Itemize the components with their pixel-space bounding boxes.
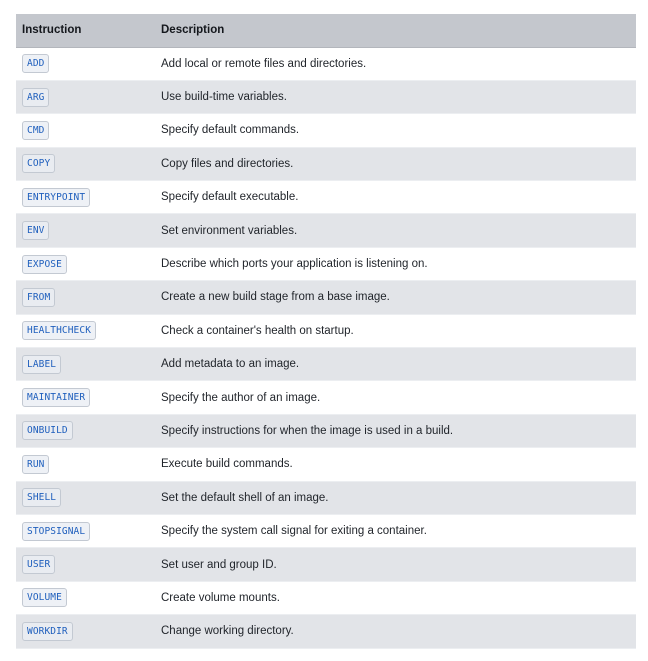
instruction-cell [16,214,161,247]
description-cell: Set user and group ID. [161,558,277,571]
instruction-cell [16,381,161,414]
instruction-cell [16,514,161,547]
description-cell: Copy files and directories. [161,157,294,170]
instruction-code-stopsignal: STOPSIGNAL [22,522,90,541]
table-row [16,615,636,648]
column-header-instruction: Instruction [16,14,161,47]
instruction-code-maintainer: MAINTAINER [22,388,90,407]
instruction-code-run: RUN [22,455,49,474]
instruction-code-entrypoint: ENTRYPOINT [22,188,90,207]
description-cell: Use build-time variables. [161,91,287,104]
description-cell: Change working directory. [161,625,294,638]
instruction-code-add: ADD [22,54,49,73]
instruction-code-healthcheck: HEALTHCHECK [22,321,96,340]
table-row [16,414,636,447]
instruction-cell [16,114,161,147]
description-cell: Set environment variables. [161,224,298,237]
instruction-code-arg: ARG [22,88,49,107]
description-cell: Create volume mounts. [161,591,280,604]
table-row [16,348,636,381]
table-row [16,47,636,80]
description-cell: Specify instructions for when the image is used in a build. [161,424,454,437]
instruction-cell [16,615,161,648]
description-cell: Check a container's health on startup. [161,324,354,337]
description-cell: Set the default shell of an image. [161,491,329,504]
description-cell: Specify default commands. [161,124,300,137]
instruction-cell [16,481,161,514]
instruction-code-copy: COPY [22,154,55,173]
table-row [16,381,636,414]
instruction-cell [16,80,161,113]
table-row [16,281,636,314]
description-cell: Specify the author of an image. [161,391,321,404]
description-cell: Add local or remote files and directories. [161,57,367,70]
instruction-code-label: LABEL [22,355,61,374]
description-cell: Specify default executable. [161,191,299,204]
table-row [16,214,636,247]
instruction-cell [16,247,161,280]
description-cell: Specify the system call signal for exiting a container. [161,525,427,538]
table-row [16,481,636,514]
instruction-cell [16,314,161,347]
instruction-cell [16,181,161,214]
instruction-cell [16,147,161,180]
instruction-cell [16,348,161,381]
instruction-cell [16,548,161,581]
description-cell: Add metadata to an image. [161,358,300,371]
instruction-cell [16,581,161,614]
instruction-code-workdir: WORKDIR [22,622,73,641]
instruction-code-user: USER [22,555,55,574]
description-cell: Describe which ports your application is listening on. [161,258,428,271]
instruction-code-env: ENV [22,221,49,240]
table-row [16,548,636,581]
instruction-code-cmd: CMD [22,121,49,140]
table-row [16,114,636,147]
table-header-row [16,14,636,47]
instruction-code-shell: SHELL [22,488,61,507]
table-row [16,247,636,280]
table-row [16,514,636,547]
instruction-cell [16,414,161,447]
column-header-description: Description [161,14,636,47]
table-body [16,47,636,648]
table-row [16,314,636,347]
description-cell: Execute build commands. [161,458,293,471]
table-row [16,581,636,614]
instruction-code-expose: EXPOSE [22,255,67,274]
instruction-cell [16,281,161,314]
table-row [16,80,636,113]
description-cell: Create a new build stage from a base image. [161,291,390,304]
dockerfile-instructions-table [16,14,636,649]
instruction-code-volume: VOLUME [22,588,67,607]
dockerfile-instructions-table-container [16,14,636,649]
table-row [16,181,636,214]
instruction-code-onbuild: ONBUILD [22,421,73,440]
instruction-cell [16,47,161,80]
table-row [16,448,636,481]
instruction-cell [16,448,161,481]
table-row [16,147,636,180]
instruction-code-from: FROM [22,288,55,307]
